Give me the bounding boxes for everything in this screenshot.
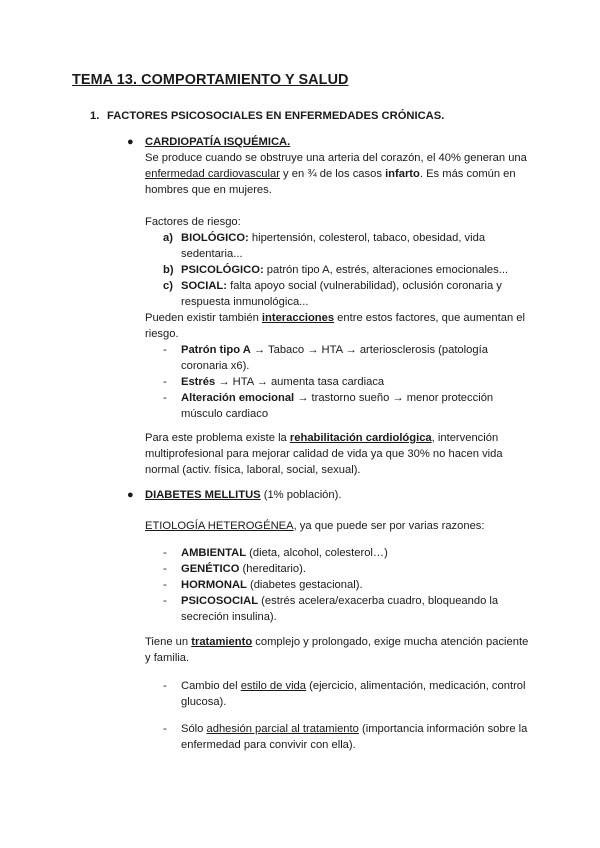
bullet-icon: ● [127,489,134,501]
etiology-line [145,518,530,534]
treatment-text: Tiene un [145,636,192,648]
cause-text: (hereditario). [239,563,306,575]
rehab-keyword: rehabilitación cardiológica [289,432,432,444]
treatment-keyword: tratamiento [191,636,253,648]
treatment-line-1 [145,634,530,650]
interactions-text: Pueden existir también [145,312,262,324]
life-keyword: estilo de vida [240,680,307,692]
cardio-heading-line [127,134,530,150]
interactions-line-2: riesgo. [145,328,179,340]
dash-mark: - [163,680,167,692]
dash-mark: - [163,547,167,559]
cardio-intro-line-2 [145,166,530,182]
section-heading [90,108,444,124]
cause-label: AMBIENTAL [181,547,247,559]
interactions-text-tail: entre estos factores, que aumentan el [334,312,525,324]
factor-text: hipertensión, colesterol, tabaco, obesidad, vida [248,232,486,244]
factor-text-cont: respuesta inmunológica... [181,296,309,308]
adherence-text-tail: (importancia información sobre la [358,723,528,735]
cause-text: (diabetes gestacional). [246,579,363,591]
factor-mark: b) [163,264,174,276]
factor-label: BIOLÓGICO: [181,232,249,244]
page-title: TEMA 13. COMPORTAMIENTO Y SALUD [72,72,349,88]
dash-mark: - [163,344,167,356]
factor-mark: c) [163,280,173,292]
life-text-cont: glucosa). [181,696,227,708]
dash-item-text: → HTA → aumenta tasa cardiaca [215,376,385,388]
rehab-line-3: normal (activ. física, laboral, social, sexual). [145,464,361,476]
dash-mark: - [163,563,167,575]
diabetes-heading-suffix: (1% población). [260,489,342,501]
factor-mark: a) [163,232,173,244]
dash-mark: - [163,595,167,607]
cause-text: (estrés acelera/exacerba cuadro, bloqueando la [258,595,499,607]
dash-mark: - [163,376,167,388]
treatment-text-tail: complejo y prolongado, exige mucha atención paciente [252,636,529,648]
dash-mark: - [163,723,167,735]
dash-item-text-cont: coronaria x6). [181,360,250,372]
cardio-intro-text: y en ¾ de los casos [279,168,386,180]
cardio-intro-line-1: Se produce cuando se obstruye una arteria del corazón, el 40% generan una [145,152,527,164]
cardio-intro-line-3: hombres que en mujeres. [145,184,272,196]
cause-text: (dieta, alcohol, colesterol…) [246,547,388,559]
rehab-text-tail: , intervención [431,432,499,444]
life-text: Cambio del [181,680,241,692]
cause-label: GENÉTICO [181,563,240,575]
life-text-tail: (ejercicio, alimentación, medicación, control [306,680,526,692]
adherence-text: Sólo [181,723,207,735]
etiology-text: , ya que puede ser por varias razones: [293,520,485,532]
adherence-text-cont: enfermedad para convivir con ella). [181,739,356,751]
interactions-keyword: interacciones [261,312,335,324]
interactions-line-1 [145,310,530,326]
adherence-keyword: adhesión parcial al tratamiento [206,723,359,735]
cardio-intro-tail: . Es más común en [419,168,516,180]
cardio-heading: CARDIOPATÍA ISQUÉMICA. [145,136,291,148]
rehab-line-1 [145,430,530,446]
dash-item-text: → Tabaco → HTA → arteriosclerosis (patología [250,344,488,356]
dash-item-label: Alteración emocional [181,392,295,404]
diabetes-heading: DIABETES MELLITUS [145,489,261,501]
etiology-keyword: ETIOLOGÍA HETEROGÉNEA [145,520,294,532]
dash-mark: - [163,579,167,591]
bullet-icon: ● [127,136,134,148]
cardio-intro-link: enfermedad cardiovascular [145,168,280,180]
dash-item-text-cont: músculo cardiaco [181,408,269,420]
diabetes-heading-line [127,487,530,503]
section-title: FACTORES PSICOSOCIALES EN ENFERMEDADES CRÓNICAS. [107,110,445,122]
factor-label: SOCIAL: [181,280,227,292]
factor-text: falta apoyo social (vulnerabilidad), oclusión coronaria y [227,280,502,292]
treatment-line-2: y familia. [145,652,190,664]
cause-label: PSICOSOCIAL [181,595,259,607]
dash-item-label: Patrón tipo A [181,344,251,356]
cardio-intro-bold: infarto [385,168,420,180]
dash-mark: - [163,392,167,404]
rehab-line-2: multiprofesional para mejorar calidad de vida ya que 30% no hacen vida [145,448,503,460]
cause-text-cont: secreción insulina). [181,611,277,623]
dash-item-text: → trastorno sueño → menor protección [294,392,494,404]
factor-text-cont: sedentaria... [181,248,243,260]
factor-text: patrón tipo A, estrés, alteraciones emocionales... [263,264,509,276]
factors-label: Factores de riesgo: [145,216,241,228]
section-number: 1. [90,110,100,122]
dash-item-label: Estrés [181,376,216,388]
factor-label: PSICOLÓGICO: [181,264,264,276]
cause-label: HORMONAL [181,579,247,591]
rehab-text: Para este problema existe la [145,432,290,444]
